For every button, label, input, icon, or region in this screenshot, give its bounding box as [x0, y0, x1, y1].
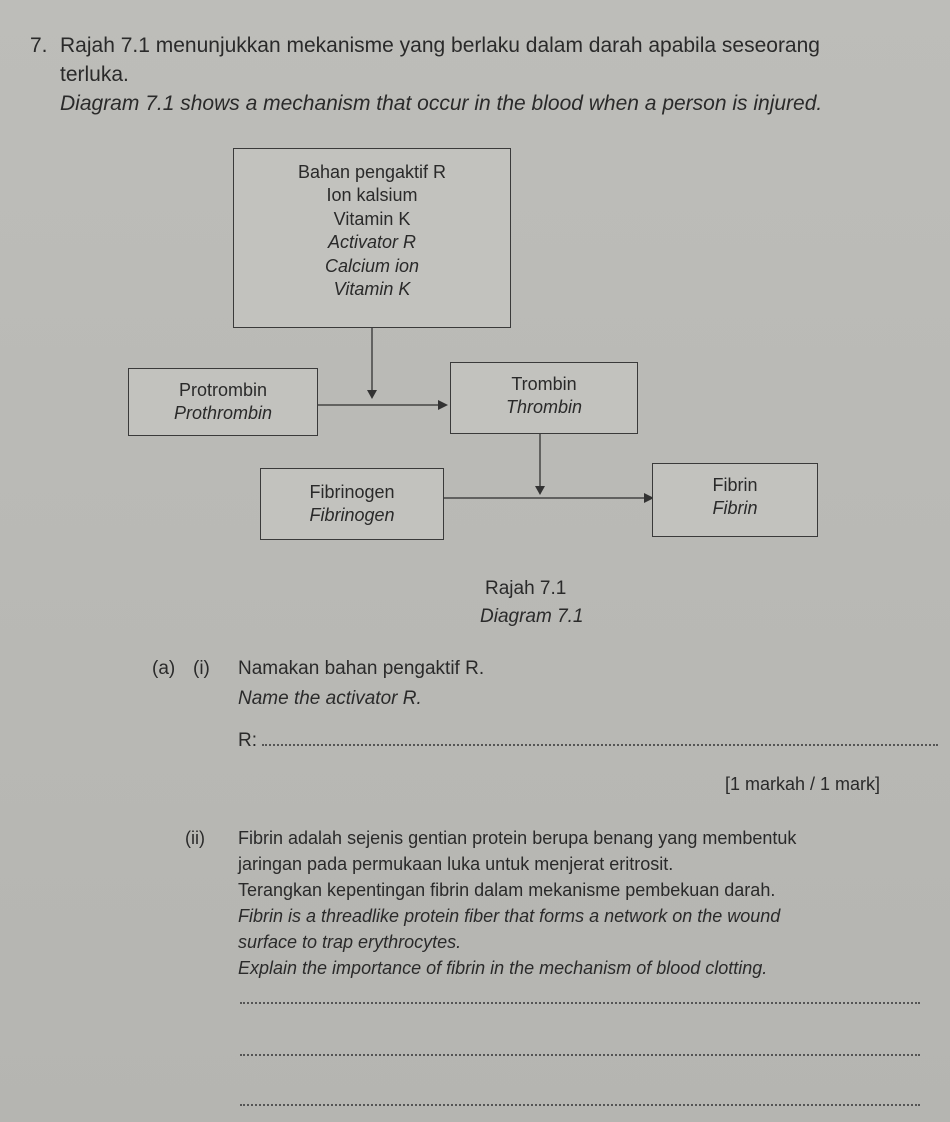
part-a-ii-line2: jaringan pada permukaan luka untuk menjerat eritrosit. [238, 854, 674, 874]
thrombin-arrowhead [535, 486, 545, 495]
prothrombin-box [128, 368, 318, 436]
intro-english: Diagram 7.1 shows a mechanism that occur in the blood when a person is injured. [60, 92, 823, 115]
thrombin-box [450, 362, 638, 434]
marks-a-i: [1 markah / 1 mark] [725, 774, 881, 794]
activator-item-en-1: Calcium ion [324, 255, 420, 276]
answer-line-a-ii-3[interactable] [240, 1104, 920, 1106]
answer-line-a-ii-2[interactable] [240, 1054, 920, 1056]
answer-line-a-ii-1[interactable] [240, 1002, 920, 1004]
part-a-ii-line1: Fibrin adalah sejenis gentian protein berupa benang yang membentuk [238, 828, 797, 848]
part-a-ii-line6: Explain the importance of fibrin in the mechanism of blood clotting. [238, 958, 768, 978]
fibrin-label-ms: Fibrin [712, 475, 758, 495]
prothrombin-label-en: Prothrombin [173, 403, 273, 424]
thrombin-label-ms: Trombin [511, 374, 577, 394]
intro-malay-line1: Rajah 7.1 menunjukkan mekanisme yang berlaku dalam darah apabila seseorang [60, 34, 820, 57]
part-a-ii-line3: Terangkan kepentingan fibrin dalam mekanisme pembekuan darah. [238, 880, 776, 900]
answer-line-a-i[interactable] [262, 744, 938, 746]
thrombin-label-en: Thrombin [505, 397, 583, 418]
part-a-ii-line5: surface to trap erythrocytes. [238, 932, 462, 952]
part-a-i-label: (i) [193, 658, 210, 679]
activator-item-en-2: Vitamin K [333, 278, 411, 299]
prothrombin-to-thrombin-arrowhead [438, 400, 448, 410]
activator-arrowhead [367, 390, 377, 399]
activator-item-ms-1: Ion kalsium [326, 185, 418, 206]
activator-box [233, 148, 511, 328]
part-a-label: (a) [152, 658, 176, 679]
part-a-i-question-ms: Namakan bahan pengaktif R. [238, 658, 485, 679]
fibrin-label-en: Fibrin [712, 498, 758, 519]
prothrombin-label-ms: Protrombin [178, 380, 268, 400]
part-a-ii-label: (ii) [185, 828, 205, 848]
activator-title-ms: Bahan pengaktif R [297, 162, 447, 182]
part-a-ii-line4: Fibrin is a threadlike protein fiber that forms a network on the wound [238, 906, 781, 926]
fibrin-box [652, 463, 818, 537]
question-number: 7. [30, 34, 48, 57]
diagram-caption-ms: Rajah 7.1 [485, 578, 567, 599]
activator-item-ms-2: Vitamin K [333, 208, 411, 229]
activator-title-en: Activator R [327, 232, 417, 253]
diagram-caption-en: Diagram 7.1 [480, 606, 584, 627]
fibrinogen-box [260, 468, 444, 540]
answer-prefix-r: R: [238, 730, 257, 751]
fibrinogen-label-en: Fibrinogen [309, 505, 395, 526]
intro-malay-line2: terluka. [60, 63, 129, 86]
part-a-i-question-en: Name the activator R. [238, 688, 422, 709]
fibrinogen-label-ms: Fibrinogen [309, 482, 395, 502]
